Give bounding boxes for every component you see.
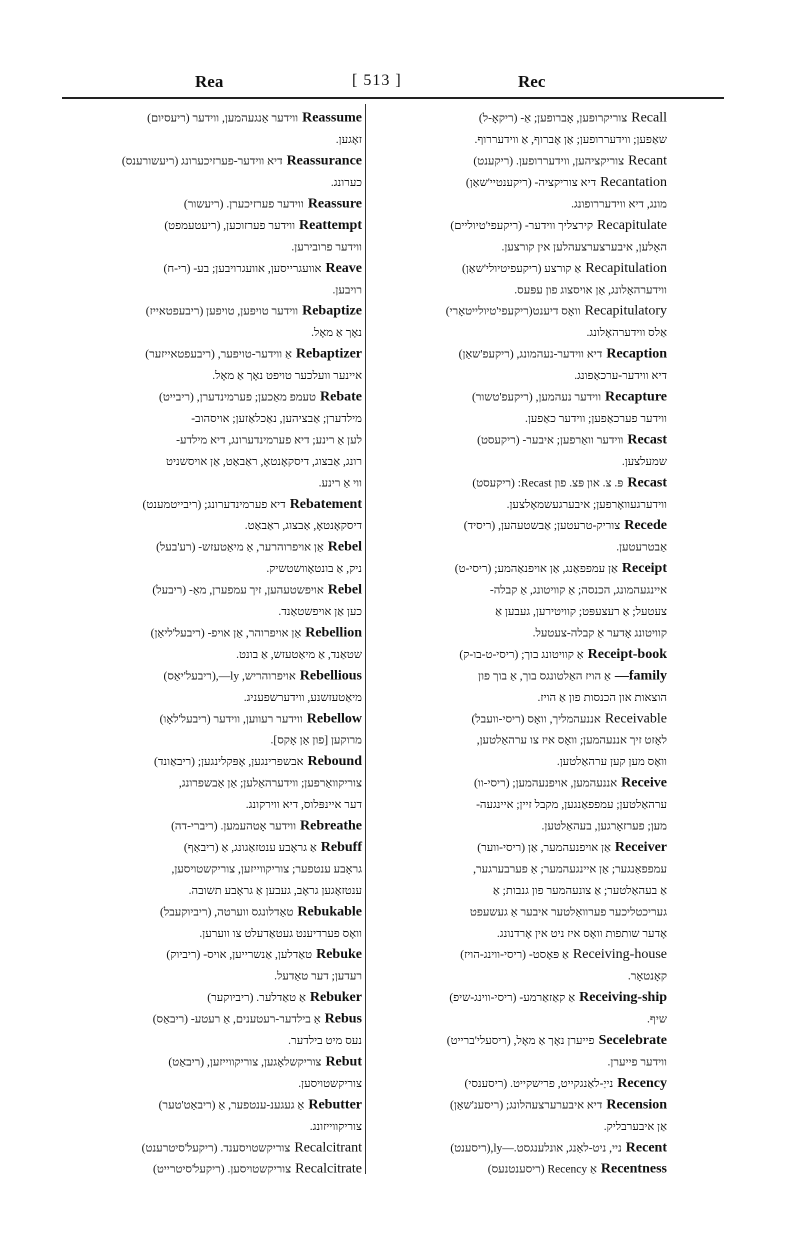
- entry-definition-continued: ווידער פערכאַפען; ווידער כאַפען.: [524, 413, 667, 425]
- entry-definition-continued: קאָנטאָר.: [627, 970, 667, 983]
- entry-definition-continued: אַן איבערבליק.: [603, 1121, 667, 1133]
- dictionary-entry: [66, 1138, 362, 1159]
- entry-definition-continued: ווי אַ רינע.: [318, 477, 362, 490]
- entry-definition-continued: ווידער פייערן.: [607, 1056, 667, 1069]
- dictionary-entry: [66, 623, 362, 666]
- dictionary-entry: [371, 172, 667, 215]
- entry-headword: Recaption: [606, 346, 667, 362]
- dictionary-entry: [66, 945, 362, 988]
- entry-headword: Receipt: [621, 561, 667, 576]
- entry-definition-continued: גראָבע ענטפער; צוריקווייזען, צוריקשטויסען,: [171, 863, 362, 876]
- entry-headword: Rebellious: [299, 668, 362, 684]
- dictionary-entry: [371, 1073, 667, 1094]
- entry-definition: אַ פּאָסט- (ריסי-ווינג-הויז): [460, 949, 569, 962]
- entry-headword: Reassume: [302, 110, 362, 126]
- dictionary-entry: [371, 644, 667, 665]
- entry-definition: נייַ-לאַנגקייט, פרישקייט. (ריסענסי): [464, 1078, 614, 1090]
- entry-headword: Rebatement: [289, 497, 362, 512]
- entry-headword: Recent: [625, 1140, 667, 1156]
- guide-word-right: Rec: [518, 72, 546, 91]
- entry-headword: Recapture: [605, 389, 667, 405]
- entry-headword: Receiving-ship: [579, 990, 667, 1005]
- entry-definition: אננעהמען, אויפנעהמען; (ריסי-וו): [473, 777, 618, 790]
- entry-definition-continued: לאָזט זיך אננעהמען; וואָס איז צו ערהאַלטען,: [476, 734, 667, 747]
- entry-definition: ווידער פערזוכען, (ריעטעמפט): [164, 220, 296, 232]
- entry-definition-continued: געריכטליכער פערוואַלטער איבער אַ געשעפט: [469, 906, 667, 919]
- dictionary-entry: [66, 387, 362, 494]
- entry-definition-continued: וואָס מען קען ערהאַלטען.: [556, 756, 667, 769]
- entry-definition-continued: נעס מיט בילדער.: [288, 1035, 362, 1047]
- entry-definition-continued: אַ בעהאַלטער; אַ צונעהמער פון גנבות; אַ: [492, 885, 667, 897]
- dictionary-entry: [66, 987, 362, 1008]
- entry-definition-continued: רעדען; דער טאַדעל.: [274, 970, 362, 983]
- entry-definition: אַ הויז האַלטונגס בוך, אַ בוך פון: [478, 670, 611, 683]
- entry-definition: טאַדלען, אַנשרייען, אויס- (ריביוק): [166, 949, 313, 962]
- entry-headword: Recency: [617, 1076, 667, 1091]
- entry-definition-continued: האָלען, איבערצערצעהלען אין קורצען.: [501, 241, 667, 254]
- entry-headword: Rebuker: [309, 990, 362, 1005]
- dictionary-entry: [371, 430, 667, 473]
- dictionary-entry: [66, 816, 362, 837]
- dictionary-entry: [66, 837, 362, 901]
- entry-headword: Rebound: [307, 754, 362, 770]
- column-divider: [365, 104, 366, 1174]
- entry-definition: אַ Recency (ריסענטנעס): [487, 1163, 597, 1176]
- dictionary-entry: [371, 108, 667, 151]
- entry-definition: ווידער אָטהעמען. (ריברי-דה): [171, 820, 297, 833]
- entry-definition: ווידער פערזיכערן. (ריעשור): [183, 198, 304, 211]
- entry-definition-continued: הוצאות און הכנסות פון אַ הויז.: [537, 692, 667, 704]
- entry-headword: —family: [614, 668, 667, 684]
- entry-definition-continued: שיף.: [647, 1013, 667, 1026]
- entry-definition-continued: שטאַנד, אַ מיאַטעזש, אַ בונט.: [236, 649, 362, 661]
- entry-definition: אַ בילדער-רעטענים, אַ רעטע- (ריבאַס): [152, 1013, 321, 1026]
- entry-definition-continued: דיסקאָנטאָ, אַבצוג, ראַבאַט.: [244, 520, 362, 533]
- entry-definition: דיא ווידער-פערזיכערונג (ריעשורענס): [121, 155, 283, 168]
- dictionary-entry: [371, 344, 667, 387]
- entry-definition: אַן אויפנעהמער, אַן (ריסי-ווער): [477, 842, 611, 854]
- entry-definition: אוועגרייסען, אוועגרויבען; בע- (רי-ח): [163, 263, 322, 275]
- entry-definition: אַ קוויטונג בוך; (ריסי-ט-בו-ק): [459, 649, 584, 661]
- dictionary-entry: [66, 1095, 362, 1138]
- entry-definition-continued: אַבטרעטען.: [616, 541, 667, 554]
- entry-definition-continued: ווידערגעוואָרפען; איבערגעשמאָלצען.: [506, 498, 667, 511]
- entry-headword: Rebaptize: [302, 303, 362, 319]
- entry-headword: Receivable: [604, 711, 667, 727]
- entry-definition: דיא איבערערצעהלונג; (ריסענ'שאַן): [449, 1099, 603, 1112]
- entry-definition-continued: רונג, אַבצוג, דיסקאָנטאָ, ראַבאַט, אַן אויסשניט: [166, 456, 362, 468]
- entry-definition: אַ געגענ-ענטפער, אַ (ריבאַט'טער): [158, 1099, 305, 1112]
- entry-headword: Rebreathe: [300, 818, 362, 834]
- entry-headword: Recapitulation: [585, 261, 667, 276]
- entry-definition-continued: עמפפאַנגער; אַן איינגעהמער; אַ פערבערגער,: [473, 863, 667, 876]
- entry-definition-continued: ווידערהאָלונג, אַן אויסצוג פון עפּעס.: [514, 284, 667, 297]
- entry-headword: Recapitulatory: [584, 303, 667, 319]
- entry-definition: אננעהמליך, וואָס (ריסי-וועבל): [471, 713, 601, 726]
- entry-definition-continued: קוויטונג אָדער אַ קבלה-צעטעל.: [532, 627, 667, 640]
- entry-definition-continued: איינגעהמונג, הכנסה; אַ קוויטונג, אַ קבלה-: [489, 584, 667, 597]
- entry-definition: אַן אויפרוהרער, אַ מיאַטעזש- (רע'בעל): [156, 541, 324, 554]
- entry-definition-continued: אָדער שותפות וואָס איז ניט אין אָרדנונג.: [496, 927, 667, 940]
- dictionary-entry: [371, 1138, 667, 1159]
- dictionary-entry: [371, 837, 667, 944]
- entry-headword: Recant: [628, 153, 667, 169]
- entry-headword: Reave: [325, 261, 362, 276]
- dictionary-entry: [66, 1159, 362, 1180]
- entry-headword: Rebuke: [316, 947, 362, 963]
- entry-definition: אַ טאַדלער. (ריביוקער): [207, 992, 306, 1005]
- entry-headword: Rebutter: [308, 1097, 362, 1113]
- entry-definition-continued: איינער וועלכער טויפט נאָך אַ מאָל.: [212, 370, 362, 382]
- entry-definition-continued: מען; פערזאָרגען, בעהאַלטען.: [541, 820, 667, 833]
- entry-definition: אַן אויפרוהר, אַן אויפ- (ריבעל'ליאַן): [150, 627, 302, 640]
- entry-definition: אַ ווידער-טויפער, (ריבעפטאייזער): [145, 348, 292, 361]
- entry-definition-continued: ענטזאָגען גראָב, געבען אַ גראָבע תשובה.: [188, 885, 362, 897]
- right-column: [371, 108, 667, 1181]
- entry-definition-continued: צעטעל; אַ רעצעפּט; קוויטירען, געבען אַ: [495, 606, 667, 618]
- entry-headword: Rebellion: [305, 625, 362, 641]
- entry-definition: אַן עמפפאַנג, אַן אויפנאַהמע; (ריסי-ט): [454, 563, 618, 576]
- guide-word-left: Rea: [195, 72, 224, 91]
- entry-definition: טעמפ מאַכען; פערמינדערן, (ריבייט): [159, 391, 316, 404]
- entry-definition: צוריקשטויסענד. (ריקעל'סיטרענט): [141, 1142, 291, 1155]
- entry-headword: Rebate: [320, 389, 362, 405]
- entry-definition-continued: מרוקען [פון אַן אָקס].: [270, 734, 362, 747]
- entry-definition-continued: לען אַ רינע; דיא פערמינדערונג, דיא מילדע-: [176, 434, 362, 447]
- entry-headword: Reassurance: [286, 153, 362, 169]
- entry-definition-continued: צוריקשטויסען.: [298, 1078, 362, 1090]
- entry-headword: Rebel: [327, 582, 362, 598]
- entry-headword: Rebuff: [320, 840, 362, 855]
- entry-headword: Recension: [606, 1097, 667, 1113]
- dictionary-entry: [66, 215, 362, 258]
- dictionary-entry: [66, 666, 362, 709]
- entry-definition: צוריקשלאָגען, צוריקווייזען, (ריבאַט): [168, 1056, 322, 1069]
- entry-headword: Recapitulate: [597, 218, 667, 233]
- entry-definition-continued: רויבען.: [332, 284, 362, 297]
- entry-definition-continued: צוריקווייזונג.: [309, 1121, 362, 1133]
- entry-headword: Recede: [624, 518, 667, 534]
- entry-definition-continued: דער איינפּלוס, דיא ווירקונג.: [245, 799, 362, 811]
- entry-definition: ווידער אַנגעהמען, ווידער (ריעסיום): [147, 112, 299, 125]
- entry-definition: צוריקציהען, ווידעררופען. (ריקענט): [473, 155, 625, 168]
- dictionary-entry: [371, 1159, 667, 1180]
- entry-headword: Reassure: [307, 196, 362, 212]
- entry-definition: אויפרוהריש, ly—,(ריבעל'יאַס): [163, 670, 296, 683]
- header-rule: [62, 97, 724, 99]
- entry-headword: Recantation: [600, 175, 667, 190]
- dictionary-entry: [66, 344, 362, 387]
- dictionary-entry: [66, 1009, 362, 1052]
- entry-definition-continued: זאָגען.: [335, 134, 362, 147]
- entry-headword: Receiving-house: [572, 947, 667, 963]
- entry-definition-continued: נאָך אַ מאָל.: [311, 327, 362, 340]
- entry-definition: צוריק-טרעטען; אַבשטעהען, (ריסיד): [463, 520, 621, 533]
- entry-headword: Receiver: [614, 840, 667, 855]
- entry-definition: אַ קאַזאַרמע- (ריסי-ווינג-שיפ): [449, 992, 576, 1005]
- dictionary-entry: [66, 151, 362, 194]
- dictionary-entry: [371, 1030, 667, 1073]
- entry-headword: Recast: [627, 432, 667, 448]
- dictionary-entry: [66, 301, 362, 344]
- entry-definition: פּ. צ. און פּצ. פון Recast: (ריקעסט): [472, 477, 624, 490]
- entry-definition: ווידער וואַרפען; איבער- (ריקעסט): [477, 434, 624, 447]
- entry-headword: Rebel: [327, 539, 362, 555]
- entry-headword: Rebellow: [306, 711, 362, 727]
- dictionary-entry: [371, 215, 667, 258]
- entry-definition: ווידער רעווען, ווידער (ריבעל'לאָו): [159, 713, 303, 726]
- dictionary-entry: [371, 473, 667, 516]
- dictionary-entry: [66, 902, 362, 945]
- entry-headword: Secelebrate: [598, 1033, 667, 1048]
- entry-definition: דיא פערמינדערונג; (ריבייטמענט): [142, 498, 286, 511]
- entry-definition: קירצליך ווידער- (ריקעפי'טיוליים): [450, 220, 594, 232]
- entry-definition-continued: מונג, דיא ווידעררופונג.: [571, 198, 667, 211]
- dictionary-entry: [66, 537, 362, 580]
- entry-definition-continued: ערהאַלטען; עמפפאַנגען, מקבל זיין; איינגעה-: [476, 799, 667, 811]
- entry-headword: Receive: [621, 775, 667, 791]
- entry-headword: Recast: [627, 475, 667, 491]
- dictionary-entry: [66, 709, 362, 752]
- entry-definition: דיא צוריקציה- (ריקענטיי'שאַן): [465, 177, 597, 189]
- dictionary-entry: [371, 987, 667, 1030]
- page-number: [ 513 ]: [352, 72, 402, 89]
- entry-definition-continued: כערונג.: [330, 177, 362, 189]
- dictionary-entry: [66, 580, 362, 623]
- dictionary-entry: [371, 773, 667, 837]
- entry-definition: אַ גראָבע ענטזאַגונג, אַ (ריבאַף): [183, 842, 317, 854]
- dictionary-entry: [66, 258, 362, 301]
- entry-headword: Recalcitrant: [294, 1140, 362, 1156]
- entry-definition-continued: דיא ווידער-ערכאַפונג.: [574, 370, 667, 382]
- entry-definition: ווידער נעהמען, (ריקעפ'טשור): [471, 391, 602, 404]
- entry-definition: טאַדלונגס ווערטה, (ריביוקעבל): [160, 906, 294, 919]
- entry-definition-continued: שאַפען; ווידעררופען; אַן אָברוף, אַ ווידעררוף.: [474, 134, 667, 147]
- entry-definition: אויפשטעהען, זיך עמפערן, מאַ- (ריבעל): [152, 584, 324, 597]
- dictionary-entry: [371, 666, 667, 709]
- entry-headword: Receipt-book: [587, 647, 667, 662]
- entry-definition: אַ קורצע (ריקעפיטיולי'שאַן): [462, 263, 582, 275]
- dictionary-entry: [66, 1052, 362, 1095]
- left-column: [66, 108, 362, 1181]
- entry-definition-continued: כען אַן אויפשטאַנד.: [278, 606, 362, 618]
- entry-headword: Recalcitrate: [295, 1161, 362, 1177]
- entry-definition: וואָס דיענט(ריקעפי'טיולייטאָרי): [445, 305, 581, 318]
- entry-definition: ניי, ניט-לאַנג, אונלענגסט.—ly,(ריסענט): [450, 1142, 622, 1155]
- entry-definition: פייערן נאָך אַ מאָל, (ריסעלי'ברייט): [446, 1035, 595, 1047]
- dictionary-entry: [371, 387, 667, 430]
- entry-definition-continued: מיאַטעזשנע, ווידערשפעניג.: [243, 692, 362, 704]
- entry-definition: אבשפרינגען, אָפּקלינגען; (ריבאַונד): [154, 756, 304, 769]
- dictionary-entry: [371, 151, 667, 172]
- dictionary-entry: [371, 1095, 667, 1138]
- dictionary-entry: [66, 752, 362, 816]
- entry-definition: דיא ווידער-נעהמונג, (ריקעפ'שאַן): [458, 348, 603, 361]
- entry-headword: Rebus: [324, 1011, 362, 1027]
- dictionary-entry: [371, 516, 667, 559]
- dictionary-entry: [66, 108, 362, 151]
- entry-definition-continued: מילדערן; אַבציהען, נאַכלאַזען; אויסהוב-: [191, 413, 362, 425]
- entry-headword: Rebukable: [297, 904, 362, 920]
- dictionary-entry: [66, 194, 362, 215]
- entry-definition: צוריקרופען, אָברופען; אַ- (ריקאָ-ל): [478, 112, 628, 125]
- entry-definition-continued: וואָס פערדיענט געטאַדעלט צו ווערען.: [199, 927, 362, 940]
- entry-definition-continued: ווידער פרובירען.: [291, 241, 362, 254]
- entry-definition: ווידער טויפען, טויפען (ריבעפטאייז): [145, 305, 299, 318]
- dictionary-entry: [371, 301, 667, 344]
- entry-headword: Rebut: [325, 1054, 362, 1070]
- entry-headword: Rebaptizer: [295, 346, 362, 362]
- entry-definition-continued: אַלס ווידערהאָלונג.: [586, 327, 667, 340]
- dictionary-entry: [371, 709, 667, 773]
- entry-definition-continued: שמעלצען.: [621, 456, 667, 468]
- entry-headword: Reattempt: [299, 218, 362, 233]
- dictionary-entry: [371, 558, 667, 644]
- entry-definition: צוריקשטויסען. (ריקעל'סיטרייט): [153, 1163, 292, 1176]
- entry-headword: Recall: [631, 110, 667, 126]
- dictionary-entry: [371, 258, 667, 301]
- dictionary-entry: [371, 945, 667, 988]
- entry-headword: Recentness: [600, 1161, 667, 1177]
- entry-definition-continued: ניק, אַ בונטאָוושטשיק.: [266, 563, 362, 576]
- dictionary-entry: [66, 494, 362, 537]
- entry-definition-continued: צוריקוואַרפען; ווידערהאַלען; אַן אַבשפרונג,: [178, 777, 362, 790]
